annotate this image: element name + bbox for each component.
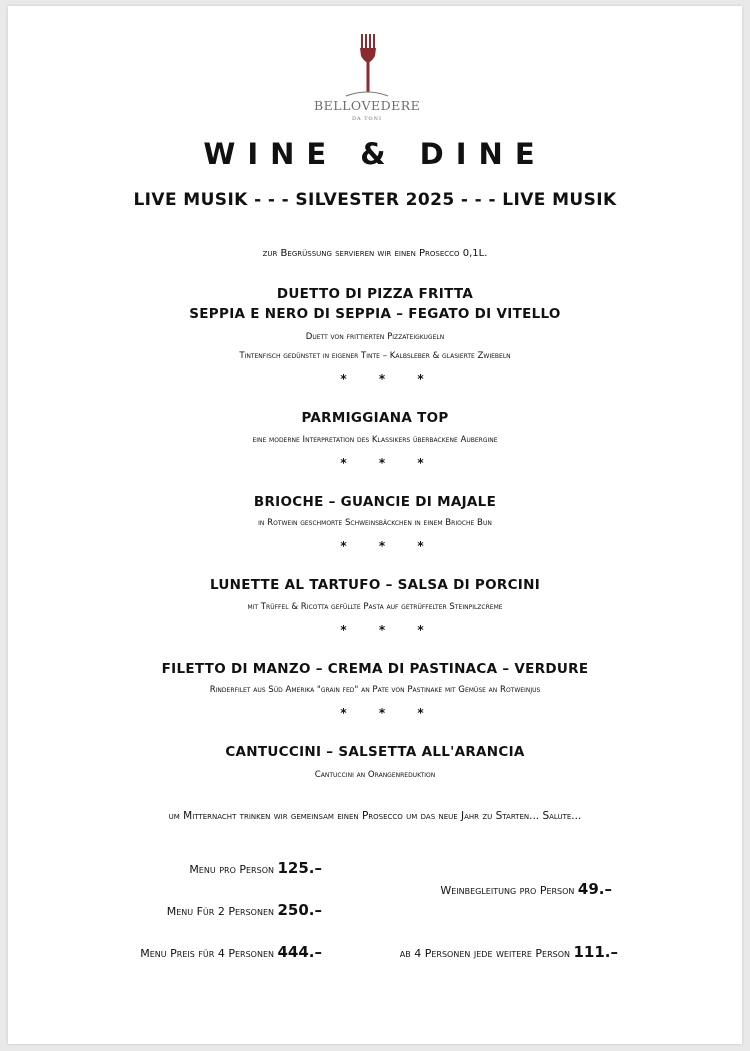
brand-subtitle: DA TONI	[352, 116, 382, 122]
price-wine	[440, 880, 612, 898]
course-1-desc-1: Duett von frittierten Pizzateigkugeln	[305, 332, 445, 342]
brand-name: BELLOVEDERE	[314, 98, 421, 113]
course-1-desc-2: Tintenfisch gedünstet in eigener Tinte – Kalbsleber & glasierte Zwiebeln	[239, 351, 511, 361]
course-5-name: FILETTO DI MANZO – CREMA DI PASTINACA – VERDURE	[161, 661, 589, 677]
course-1-name-1: DUETTO DI PIZZA FRITTA	[276, 286, 474, 302]
price-label: Menu Für 2 Personen	[166, 905, 274, 918]
page-subtitle: LIVE MUSIK - - - SILVESTER 2025 - - - LIVE MUSIK	[133, 190, 617, 210]
price-label: Weinbegleitung pro Person	[440, 884, 575, 897]
price-amount: 250.–	[277, 901, 322, 919]
separator-2: * * *	[340, 456, 438, 470]
midnight-note: um Mitternacht trinken wir gemeinsam einen Prosecco um das neue Jahr zu Starten... Salute...	[168, 810, 582, 822]
course-2-desc: eine moderne Interpretation des Klassikers überbackene Aubergine	[252, 435, 498, 445]
price-amount: 111.–	[573, 943, 618, 961]
menu-page	[8, 6, 742, 1044]
separator-4: * * *	[340, 623, 438, 637]
course-6-name: CANTUCCINI – SALSETTA ALL'ARANCIA	[225, 744, 525, 760]
separator-5: * * *	[340, 706, 438, 720]
course-3-name: BRIOCHE – GUANCIE DI MAJALE	[253, 494, 497, 510]
fork-icon	[324, 34, 410, 98]
separator-1: * * *	[340, 372, 438, 386]
separator-3: * * *	[340, 539, 438, 553]
course-2-name: PARMIGGIANA TOP	[301, 410, 449, 426]
course-6-desc: Cantuccini an Orangenreduktion	[314, 770, 436, 780]
price-menu-two	[167, 901, 322, 919]
price-amount: 49.–	[577, 880, 612, 898]
intro-text: zur Begrüßung servieren wir einen Prosecco 0,1L.	[262, 248, 488, 259]
price-menu-four	[140, 943, 322, 961]
logo	[314, 34, 421, 134]
price-extra-person	[400, 943, 618, 961]
course-4-desc: mit Trüffel & Ricotta gefüllte Pasta auf getrüffelter Steinpilzcreme	[247, 602, 503, 612]
price-label: ab 4 Personen jede weitere Person	[399, 947, 570, 960]
price-amount: 125.–	[277, 859, 322, 877]
course-3-desc: in Rotwein geschmorte Schweinsbäckchen in einem Brioche Bun	[258, 518, 492, 528]
price-amount: 444.–	[277, 943, 322, 961]
price-label: Menu pro Person	[189, 863, 274, 876]
course-5-desc: Rinderfilet aus Süd Amerika "grain fed" an Pate von Pastinake mit Gemüse an Rotweinjus	[209, 685, 541, 695]
course-1-name-2: SEPPIA E NERO DI SEPPIA – FEGATO DI VITELLO	[189, 306, 561, 322]
price-label: Menu Preis für 4 Personen	[140, 947, 274, 960]
course-4-name: LUNETTE AL TARTUFO – SALSA DI PORCINI	[209, 577, 541, 593]
price-menu-person	[189, 859, 322, 877]
page-title: WINE & DINE	[203, 137, 547, 171]
